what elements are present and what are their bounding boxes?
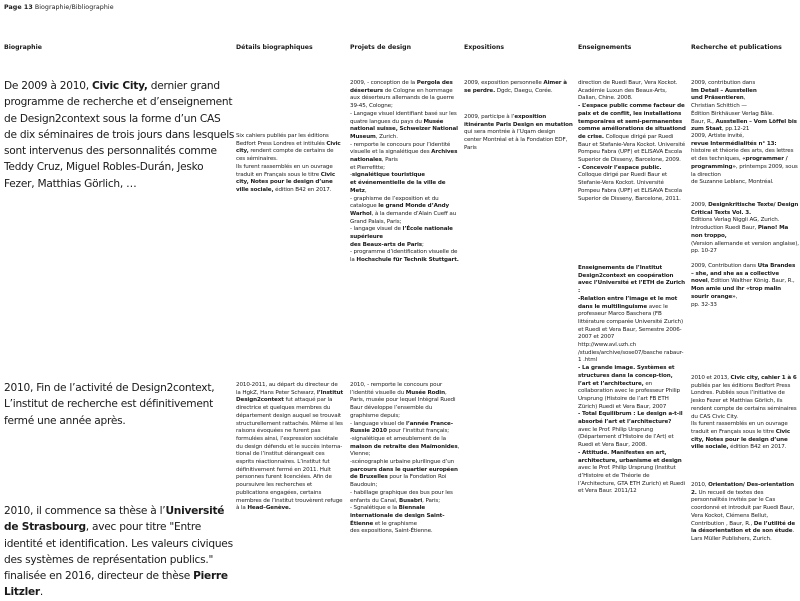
emphasized-text: Designkritische Texte/ Design Critical Texts Vol. 3.	[691, 202, 799, 216]
publication-entry	[691, 375, 799, 452]
emphasized-text: Uta Brandes – she, and she as a collective novel	[691, 263, 796, 285]
text-run: Ils furent rassemblés en un ouvrage traduit en Français sous le titre	[236, 163, 333, 178]
emphasized-text: Head–Genève.	[247, 505, 291, 512]
text-run: . Lars Müller Publishers, Zurich.	[691, 528, 795, 542]
emphasized-text: de Bruxelles	[350, 474, 388, 481]
emphasized-text: l’année France-Russie 2010	[350, 420, 453, 435]
text-run: De 2009 à 2010,	[4, 80, 92, 92]
text-run: 2010, Fin de l’activité de Design2context, L’institut de recherche est définitivement fermé une année après.	[4, 382, 215, 427]
text-run: histoire et théorie des arts, des lettres et des techniques,	[691, 148, 794, 163]
text-run: avec le professeur Marco Baschera (FB littérature comparée Université Zurich) et Ruedi et Vera Baur, Semestre 2006-2007 et 2007	[578, 303, 684, 341]
text-run: des expositions, Saint-Étienne.	[350, 528, 433, 535]
text-run: édition B42 en 2017.	[273, 186, 332, 193]
text-run: dernier grand programme de recherche et d’enseignement de Design2context sous la forme d’un CAS de dix séminaires de trois jours dans lesquels sont intervenus des personnalités comme Teddy Cruz, Miguel Robles-Durán, Jesko Fezer, Matthias Görlich, …	[4, 80, 235, 190]
emphasized-text: exposition itinérante Paris Design en mutation	[464, 114, 573, 128]
text-run: pp. 32-33	[691, 301, 717, 308]
emphasized-text: Musée national suisse, Schweizer National Museum	[350, 118, 458, 140]
text-run: Ils furent rassemblés en un ouvrage traduit en Français sous le titre	[691, 421, 788, 435]
exhibition-entry	[464, 80, 574, 95]
text-run: Six cahiers publiés par les éditions Bedfort Press Londres et intitulés	[236, 133, 329, 147]
text-run: ,	[735, 293, 738, 300]
emphasized-text: Hochschule für Technik Stuttgart.	[356, 257, 459, 264]
text-run: .	[39, 586, 44, 599]
page-number: Page 13	[4, 4, 33, 11]
text-run: Dgdc, Daegu, Corée.	[495, 87, 553, 94]
text-run: , Vienne;	[350, 443, 460, 458]
text-run: , Paris	[381, 157, 398, 164]
emphasized-text: revue Intermédialités n° 13:	[691, 140, 777, 147]
emphasized-text: Civic city, Notes pour le design d’une ville sociale,	[691, 428, 791, 451]
column-header-recherche: Recherche et publications	[691, 44, 782, 51]
publication-entry	[691, 263, 799, 309]
emphasized-text: Civic city,	[236, 140, 341, 155]
text-run: qui sera montrée à l’Uqam design center Montréal et à la Fondation EDF, Paris	[464, 129, 568, 151]
biography-entry	[4, 78, 236, 192]
text-run: - language visuel de	[350, 420, 406, 427]
emphasized-text: - Concevoir l’espace public.	[578, 164, 662, 171]
emphasized-text: Pergola des déserteurs	[350, 80, 453, 94]
emphasized-text: Mon amie und ihr «trop malin sourir orange»	[691, 286, 782, 300]
text-run: http://www.avl.uzh.ch	[578, 342, 637, 349]
text-run: et Pierrefitte;	[350, 164, 385, 171]
emphasized-text: und Präsentieren	[691, 95, 744, 102]
publication-entry	[691, 202, 799, 256]
text-run: fut attaqué par la directrice et quelques membres du département design auquel se trouvait structurellement rattachés. Même si les raisons évoquées ne furent pas formulées ainsi, l’expression sociétale du design défendu et le succès interna-tional de l’institut dérangeait ces esprits réactionnaires. L’institut fut définitivement fermé en 2011. Huit personnes furent licenciées. Afin de poursuivre les recherches et publications engagées, certains membres de l’institut trouvèrent refuge à la	[236, 397, 343, 512]
emphasized-text: Orientation/ Des-orientation 2.	[691, 482, 795, 496]
page-header	[4, 4, 114, 11]
text-run: 2009, participe à l’	[464, 114, 515, 120]
text-run: édition B42 en 2017.	[728, 444, 787, 451]
project-entry	[350, 382, 460, 536]
text-run: ,	[743, 95, 746, 102]
emphasized-text: Archives nationales	[350, 149, 458, 164]
emphasized-text: - Total Equilibrum : Le design a-t-il absorbé l’art et l’architecture?	[578, 411, 683, 426]
text-run: - Sgnalétique e la	[350, 505, 399, 512]
details-entry	[236, 382, 344, 513]
text-run: , Edition Walther König. Baur, R.,	[707, 278, 795, 285]
emphasized-text: signalétique touristique	[351, 172, 425, 179]
text-run: - programme d’identification visuelle de la	[350, 249, 458, 264]
emphasized-text: Civic City,	[91, 80, 148, 92]
column-header-projets: Projets de design	[350, 44, 411, 51]
column-header-expositions: Expositions	[464, 44, 505, 51]
text-run: (Version allemande et version anglaise), pp. 10-27	[691, 240, 799, 255]
text-run: 2009, Contribution dans	[691, 263, 758, 269]
text-run: , Paris, musée pour lequel Intégral Ruedi Baur développe l’ensemble du graphisme depuis;	[350, 389, 456, 419]
text-run: 2010,	[691, 482, 709, 488]
emphasized-text: des Beaux-arts de Paris	[350, 241, 423, 248]
text-run: publiés par les éditions Bedfort Press Londres. Publiés sous l’initiative de Jesko Fezer et Matthias Görlich, ils rendent compte de certains séminaires du CAS Civic City.	[691, 382, 797, 420]
emphasized-text: Biennale internationale de design Saint-Étienne	[350, 505, 445, 527]
text-run: 2009, - conception de la	[350, 80, 417, 86]
text-run: 2009, Artiste invité,	[691, 133, 744, 139]
emphasized-text: Université de Strasbourg	[4, 505, 225, 534]
biography-entry	[4, 503, 236, 601]
text-run: ,	[364, 187, 367, 194]
text-run: Colloque dirigé par Ruedi Baur et Stefanie-Vera Kockot. Université Pompeu Fabra (UPF) et ELISAVA Escola Superior de Disseny, Barcelone, 2009.	[578, 133, 686, 164]
text-run: Editions Verlag Niggli AG, Zurich. Introduction Ruedi Baur,	[691, 217, 780, 232]
text-run: rendent compte de certains de ces séminaires.	[236, 148, 334, 163]
emphasized-text: Im Detail – Ausstellen	[691, 87, 757, 94]
emphasized-text: maison de retraite des Maïmonides	[350, 443, 458, 450]
text-run: , à la demande d’Alain Cueff au Grand Palais, Paris;	[350, 210, 457, 225]
emphasized-text: programming»	[691, 163, 736, 170]
text-run: 2009, exposition personnelle	[464, 80, 544, 86]
details-entry	[236, 133, 344, 195]
text-run: de Cologne en hommage aux déserteurs allemands de la guerre 39-45, Cologne;	[350, 87, 454, 110]
emphasized-text: Aimer à se perdre.	[464, 80, 567, 94]
text-run: et le graphisme	[373, 520, 417, 527]
text-run: - Langage visuel identifiant basé sur les quatre langues du pays du	[350, 110, 457, 125]
text-run: ;	[422, 241, 424, 248]
text-run: avec le Prof. Philip Ursprung (Département d’Histoire de l’Art) et Ruedi et Vera Baur, 2008.	[578, 426, 674, 449]
emphasized-text: et événementielle de la ville de Metz	[350, 180, 446, 194]
emphasized-text: Piano! Ma non troppo,	[691, 225, 789, 239]
emphasized-text: le grand Monde d’Andy Warhol	[350, 203, 450, 217]
section-title: Biographie/Bibliographie	[34, 4, 114, 11]
emphasized-text: l’École nationale supérieure	[350, 226, 453, 241]
text-run: -scénographie urbaine plurilingue d’un	[350, 459, 455, 466]
text-run: pour l’institut français;	[386, 428, 450, 435]
emphasized-text: - Attitude. Manifestes en art, architecture, urbanisme et design	[578, 449, 682, 464]
text-run: 2010, - remporte le concours pour l’identité visuelle du	[350, 382, 443, 396]
text-run: , Paris;	[422, 497, 440, 504]
text-run: /studies/archive/sose07/basche rabaur-1 .html	[578, 349, 684, 364]
emphasized-text: - La grande image. Systèmes et structures dans la concep-tion, l’art et l’architecture,	[578, 365, 675, 387]
teaching-entry	[578, 80, 686, 203]
project-entry	[350, 80, 460, 265]
text-run: Colloque dirigé par Ruedi Baur et Stefanie-Vera Kockot. Université Pompeu Fabra (UPF) et ELISAVA Escola Superior de Disseny, Barcelone, 2011.	[578, 172, 682, 202]
teaching-entry	[578, 265, 686, 496]
publication-entry	[691, 133, 799, 187]
emphasized-text: -Relation entre l’image et le mot dans le multilinguisme	[578, 295, 678, 310]
emphasized-text: De l’utilité de la désorientation et de son étude	[691, 520, 796, 535]
column-header-biographie: Biographie	[4, 44, 42, 51]
text-run: , Zurich.	[375, 133, 398, 140]
text-run: -signalétique et ameublement de la	[350, 435, 446, 442]
text-run: de Suzanne Leblanc, Montréal.	[691, 179, 774, 186]
text-run: -	[350, 172, 352, 179]
text-run: , printemps 2009, sous la direction	[691, 163, 798, 178]
text-run: Baur, R.,	[691, 118, 716, 125]
text-run: - habillage graphique des bus pour les enfants du Canal,	[350, 489, 453, 504]
emphasized-text: Musée Rodin	[405, 389, 445, 396]
text-run: - langage visuel de	[350, 226, 403, 233]
emphasized-text: Pierre Litzler	[4, 570, 228, 599]
text-run: 2010 et 2013,	[691, 375, 731, 381]
text-run: Édition Birkhäuser Verlag Bâle.	[691, 110, 774, 117]
exhibition-entry	[464, 114, 574, 153]
emphasized-text: l’Institut Design2context	[236, 389, 344, 404]
emphasized-text: Busabri	[398, 497, 423, 504]
text-run: 2009,	[691, 202, 709, 208]
text-run: Un recueil de textes des personnalités invités par le Cas coordonné et introduit par Ruedi Baur, Vera Kockot, Clémens Bellut, Contribution , Baur, R.,	[691, 489, 795, 527]
text-run: 2010, il commence sa thèse à l’	[4, 505, 166, 517]
text-run: 2009, contribution dans	[691, 80, 756, 86]
text-run: , pp.12-21	[721, 126, 750, 133]
emphasized-text: Ausstellen – Vom Löffel bis zum Staat	[691, 118, 797, 133]
emphasized-text: Enseignements de l’Institut Design2context en coopération avec l’Université et l’ETH de Zurich :	[578, 265, 685, 295]
text-run: avec le Prof. Philip Ursprung (Institut d’Histoire et de Théorie de l’Architecture, GTA ETH Zurich) et Ruedi et Vera Baur. 2011/12	[578, 465, 685, 495]
text-run: - remporte le concours pour l’identité visuelle et la signalétique des	[350, 141, 451, 156]
emphasized-text: «programmer /	[742, 156, 788, 163]
biography-entry	[4, 380, 236, 429]
emphasized-text: Civic city, cahier 1 à 6	[730, 375, 797, 381]
column-header-details: Détails biographiques	[236, 44, 313, 51]
emphasized-text: Civic city, Notes pour le design d’une ville sociale,	[236, 171, 336, 193]
text-run: direction de Ruedi Baur, Vera Kockot. Académie Luxun des Beaux-Arts, Dalian, Chine. 2008.	[578, 80, 678, 102]
text-run: Christian Schittich —	[691, 103, 747, 110]
text-run: , avec pour titre "Entre identité et identification. Les valeurs civiques des systèmes de représentation publics." finalisée en 2016, directeur de thèse	[4, 521, 233, 583]
text-run: pour la Fondation Roi Baudouin;	[350, 474, 447, 489]
publication-entry	[691, 80, 799, 134]
emphasized-text: parcours dans le quartier européen	[350, 466, 458, 473]
publication-entry	[691, 482, 799, 544]
text-run: 2010-2011, au départ du directeur de la HgkZ, Hans Peter Schwarz,	[236, 382, 338, 396]
text-run: - graphisme de l’exposition et du catalogue	[350, 195, 439, 210]
column-header-enseignements: Enseignements	[578, 44, 632, 51]
text-run: en collaboration avec le professeur Philip Ursprung (Histoire de l’art FB ETH Zürich) Ruedi et Vera Baur, 2007	[578, 380, 680, 410]
emphasized-text: - L’espace public comme facteur de paix et de conflit, les installations temporaires et semi-permanentes comme améliorations de situationd de crise.	[578, 103, 686, 140]
